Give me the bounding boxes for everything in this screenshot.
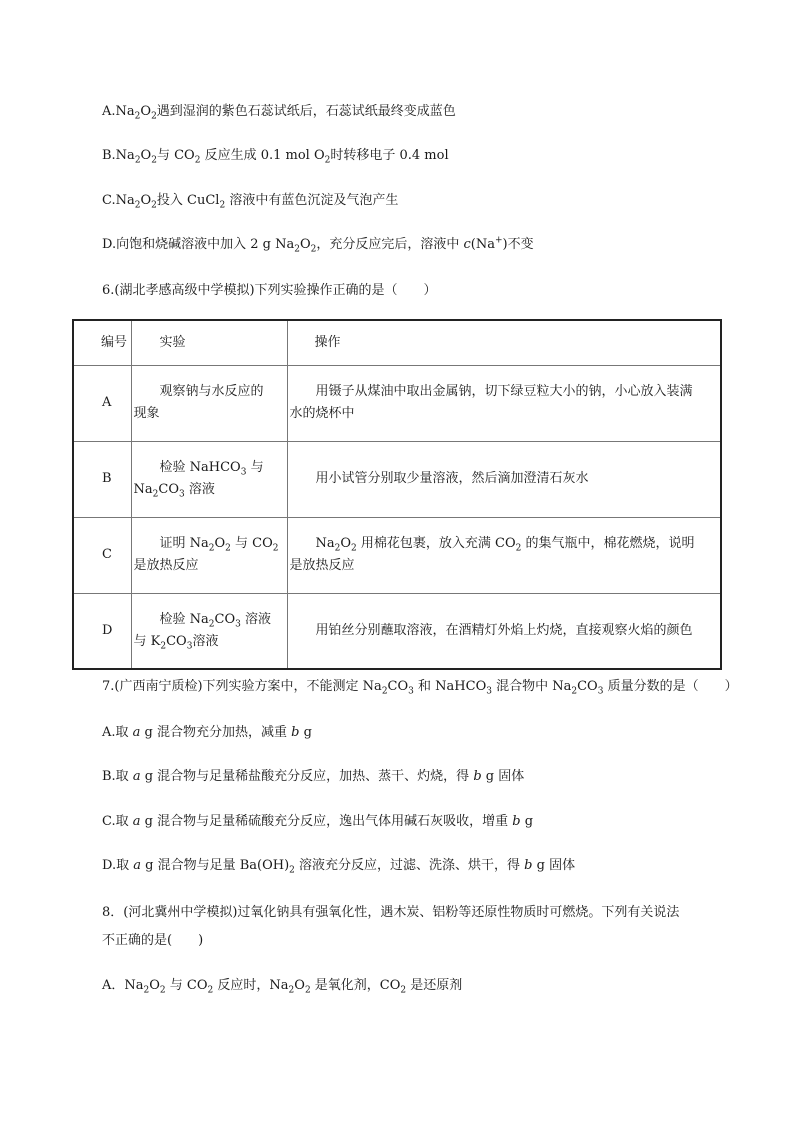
q6-stem: 6.(湖北孝感高级中学模拟)下列实验操作正确的是（ ） <box>102 283 437 298</box>
table-row <box>73 365 721 441</box>
row-operation: 用镊子从煤油中取出金属钠，切下绿豆粒大小的钠，小心放入装满 水的烧杯中 <box>287 365 721 441</box>
q7-option-b: B.取 a g 混合物与足量稀盐酸充分反应，加热、蒸干、灼烧，得 b g 固体 <box>102 769 525 784</box>
q7-option-d: D.取 a g 混合物与足量 $Ba(OH)_2$ 溶液充分反应，过滤、洗涤、烘干，得 b g 固体 <box>102 858 576 876</box>
row-experiment: 证明 $Na_2O_2$ 与 $CO_2$ 是放热反应 <box>131 517 287 593</box>
q5-option-a: $A.Na_2O_2$遇到湿润的紫色石蕊试纸后，石蕊试纸最终变成蓝色 <box>102 104 456 122</box>
q5-option-c: $C.Na_2O_2$投入 CuCl$_2$ 溶液中有蓝色沉淀及气泡产生 <box>102 193 399 211</box>
table-row <box>73 517 721 593</box>
row-operation: $Na_2O_2$ 用棉花包裹，放入充满 $CO_2$ 的集气瓶中，棉花燃烧，说明 是放热反应 <box>287 517 721 593</box>
q8-stem-line2: 不正确的是( ) <box>102 933 204 948</box>
q7-stem: 7.(广西南宁质检)下列实验方案中，不能测定 $Na_2CO_3$ 和 NaHCO$_3$ 混合物中 $Na_2CO_3$ 质量分数的是（ ） <box>102 679 738 697</box>
table-row <box>73 593 721 669</box>
row-experiment: 检验 $Na_2CO_3$ 溶液 与 $K_2CO_3$溶液 <box>131 593 287 669</box>
row-experiment: 检验 NaHCO$_3$ 与 $Na_2CO_3$ 溶液 <box>131 441 287 517</box>
row-experiment: 观察钠与水反应的 现象 <box>131 365 287 441</box>
q7-option-a: A.取 a g 混合物充分加热，减重 b g <box>102 725 312 740</box>
table-row <box>73 441 721 517</box>
table-header-row <box>73 320 721 365</box>
header-operation: 操作 <box>287 320 721 365</box>
row-id: B <box>73 441 131 517</box>
row-id: A <box>73 365 131 441</box>
q5-option-d: D.向饱和烧碱溶液中加入 2 g $Na_2O_2$，充分反应完后，溶液中 c(Na+)不变 <box>102 235 534 255</box>
header-id: 编号 <box>73 320 131 365</box>
q6-table <box>72 319 722 670</box>
row-id: D <box>73 593 131 669</box>
row-id: C <box>73 517 131 593</box>
q5-option-b: $B.Na_2O_2$与 $CO_2$ 反应生成 0.1 mol $O_2$时转移电子 0.4 mol <box>102 148 449 166</box>
q8-option-a: A．$Na_2O_2$ 与 $CO_2$ 反应时，$Na_2O_2$ 是氧化剂，$CO_2$ 是还原剂 <box>102 978 463 996</box>
row-operation: 用小试管分别取少量溶液，然后滴加澄清石灰水 <box>287 441 721 517</box>
q7-option-c: C.取 a g 混合物与足量稀硫酸充分反应，逸出气体用碱石灰吸收，增重 b g <box>102 814 534 829</box>
row-operation: 用铂丝分别蘸取溶液，在酒精灯外焰上灼烧，直接观察火焰的颜色 <box>287 593 721 669</box>
header-experiment: 实验 <box>131 320 287 365</box>
q8-stem-line1: 8．(河北冀州中学模拟)过氧化钠具有强氧化性，遇木炭、铝粉等还原性物质时可燃烧。下列有关说法 <box>102 905 680 920</box>
